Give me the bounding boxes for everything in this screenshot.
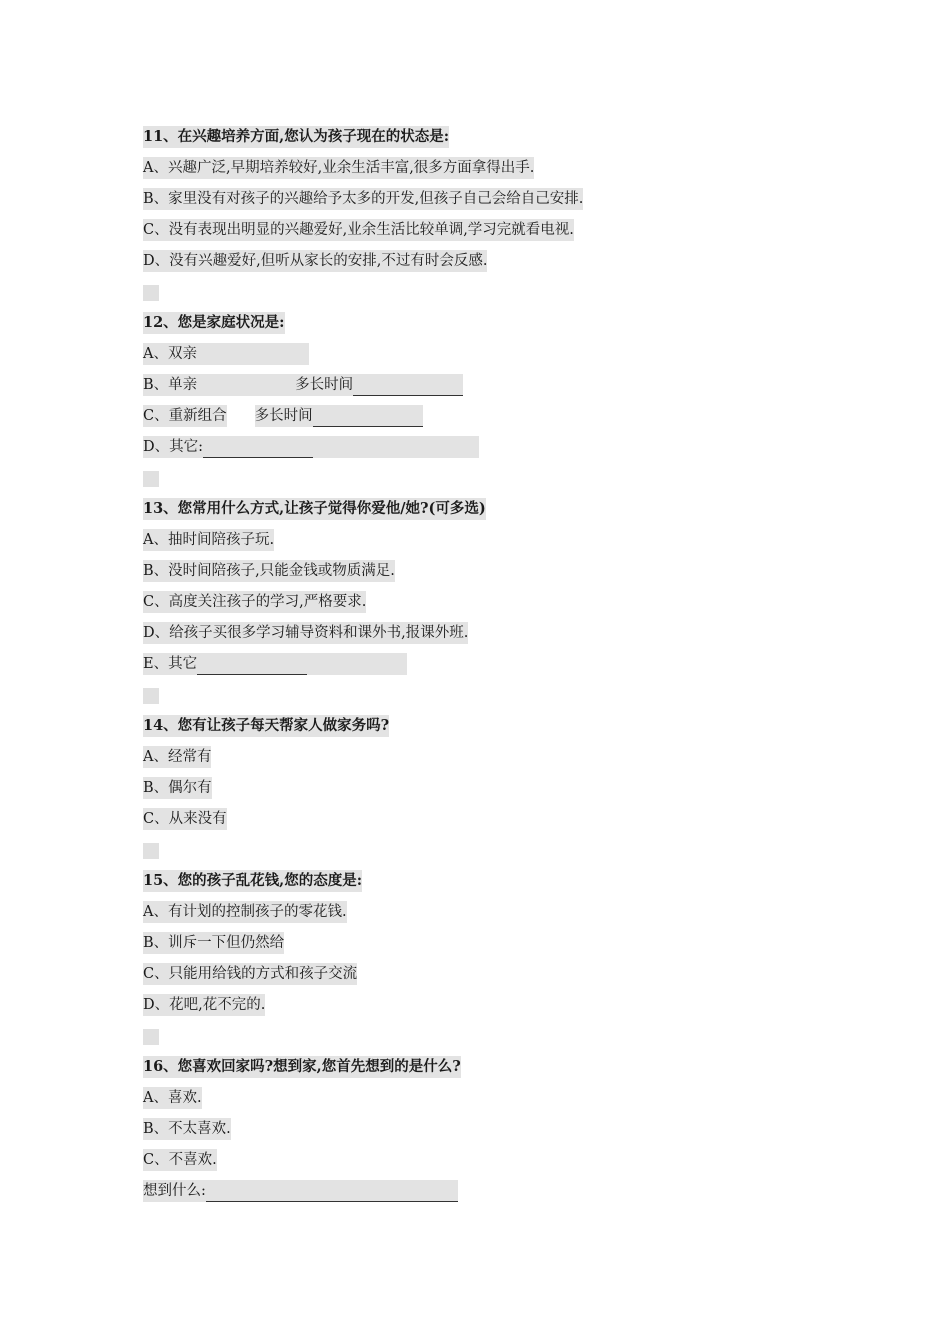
blank-marker: [143, 843, 159, 859]
question-12: [143, 310, 843, 341]
option-text: B、家里没有对孩子的兴趣给予太多的开发,但孩子自己会给自己安排.: [143, 188, 583, 210]
question-title: 12、您是家庭状况是:: [143, 312, 285, 334]
shaded-gap: [313, 436, 479, 458]
option-12b: [143, 372, 843, 403]
option-text: D、其它:: [143, 436, 203, 458]
option-14c: [143, 806, 843, 837]
option-11b: [143, 186, 843, 217]
duration-label: 多长时间: [295, 374, 353, 396]
option-15a: [143, 899, 843, 930]
gap: [227, 405, 255, 427]
option-text: D、没有兴趣爱好,但听从家长的安排,不过有时会反感.: [143, 250, 487, 272]
option-12d: [143, 434, 843, 465]
option-text: C、重新组合: [143, 405, 227, 427]
option-text: A、抽时间陪孩子玩.: [143, 529, 274, 551]
option-12c: [143, 403, 843, 434]
shaded-gap: [197, 343, 309, 365]
option-text: B、训斥一下但仍然给: [143, 932, 284, 954]
option-15b: [143, 930, 843, 961]
option-15d: [143, 992, 843, 1023]
question-11: [143, 124, 843, 155]
question-title: 14、您有让孩子每天帮家人做家务吗?: [143, 715, 389, 737]
option-14b: [143, 775, 843, 806]
blank-marker: [143, 688, 159, 704]
spacer-row: [143, 1023, 843, 1054]
option-text: D、给孩子买很多学习辅导资料和课外书,报课外班.: [143, 622, 468, 644]
followup-label: 想到什么:: [143, 1180, 206, 1202]
shaded-gap: [197, 374, 295, 396]
option-16a: [143, 1085, 843, 1116]
option-text: B、单亲: [143, 374, 197, 396]
duration-blank[interactable]: [353, 374, 463, 396]
question-16: [143, 1054, 843, 1085]
option-15c: [143, 961, 843, 992]
followup-row: [143, 1178, 843, 1209]
question-14: [143, 713, 843, 744]
option-text: C、没有表现出明显的兴趣爱好,业余生活比较单调,学习完就看电视.: [143, 219, 574, 241]
option-text: B、偶尔有: [143, 777, 212, 799]
option-13e: [143, 651, 843, 682]
blank-marker: [143, 1029, 159, 1045]
option-text: A、有计划的控制孩子的零花钱.: [143, 901, 347, 923]
option-text: A、双亲: [143, 343, 197, 365]
option-text: A、喜欢.: [143, 1087, 202, 1109]
option-12a: [143, 341, 843, 372]
option-11a: [143, 155, 843, 186]
duration-label: 多长时间: [255, 405, 313, 427]
question-15: [143, 868, 843, 899]
option-text: D、花吧,花不完的.: [143, 994, 265, 1016]
question-title: 11、在兴趣培养方面,您认为孩子现在的状态是:: [143, 126, 449, 148]
spacer-row: [143, 279, 843, 310]
survey-content: [143, 124, 843, 1209]
spacer-row: [143, 465, 843, 496]
option-text: C、从来没有: [143, 808, 227, 830]
option-11c: [143, 217, 843, 248]
option-text: A、兴趣广泛,早期培养较好,业余生活丰富,很多方面拿得出手.: [143, 157, 534, 179]
option-text: C、只能用给钱的方式和孩子交流: [143, 963, 357, 985]
question-title: 16、您喜欢回家吗?想到家,您首先想到的是什么?: [143, 1056, 461, 1078]
shaded-gap: [307, 653, 407, 675]
option-text: C、不喜欢.: [143, 1149, 217, 1171]
option-13d: [143, 620, 843, 651]
question-13: [143, 496, 843, 527]
option-16c: [143, 1147, 843, 1178]
spacer-row: [143, 682, 843, 713]
option-text: E、其它: [143, 653, 197, 675]
followup-blank[interactable]: [206, 1180, 458, 1202]
duration-blank[interactable]: [313, 405, 423, 427]
question-title: 13、您常用什么方式,让孩子觉得你爱他/她?(可多选): [143, 498, 486, 520]
option-text: C、高度关注孩子的学习,严格要求.: [143, 591, 366, 613]
option-text: A、经常有: [143, 746, 211, 768]
option-13b: [143, 558, 843, 589]
question-title: 15、您的孩子乱花钱,您的态度是:: [143, 870, 362, 892]
other-blank[interactable]: [197, 653, 307, 675]
option-13c: [143, 589, 843, 620]
spacer-row: [143, 837, 843, 868]
option-13a: [143, 527, 843, 558]
other-blank[interactable]: [203, 436, 313, 458]
option-11d: [143, 248, 843, 279]
option-16b: [143, 1116, 843, 1147]
blank-marker: [143, 471, 159, 487]
blank-marker: [143, 285, 159, 301]
option-text: B、没时间陪孩子,只能金钱或物质满足.: [143, 560, 395, 582]
option-text: B、不太喜欢.: [143, 1118, 231, 1140]
option-14a: [143, 744, 843, 775]
